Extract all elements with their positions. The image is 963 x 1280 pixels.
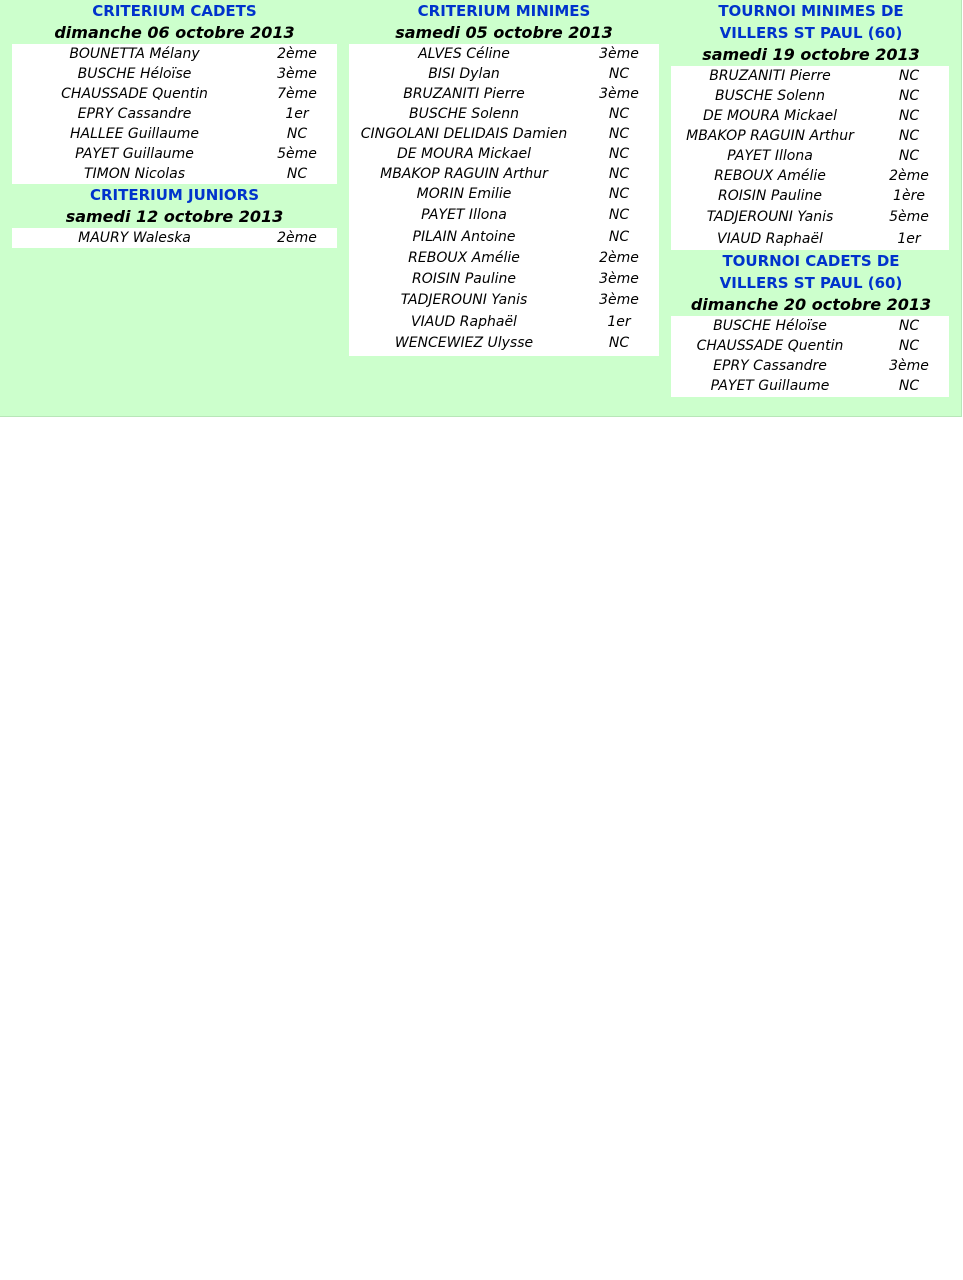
result-row <box>349 290 659 311</box>
section-date: samedi 05 octobre 2013 <box>395 23 613 42</box>
result-row <box>671 356 949 376</box>
result-row <box>349 312 659 333</box>
result-row <box>349 164 659 184</box>
result-row <box>349 104 659 124</box>
player-name: BUSCHE Héloïse <box>77 66 192 82</box>
player-rank: NC <box>898 88 920 104</box>
section-date: samedi 12 octobre 2013 <box>65 207 284 226</box>
player-name: MAURY Waleska <box>78 230 191 246</box>
result-row <box>12 164 337 184</box>
result-row <box>349 124 659 144</box>
player-name: BRUZANITI Pierre <box>709 68 831 84</box>
player-rank: 2ème <box>889 168 929 184</box>
player-name: CINGOLANI DELIDAIS Damien <box>360 126 568 142</box>
player-name: PAYET Illona <box>727 148 813 164</box>
player-rank: NC <box>608 186 630 202</box>
results-panel <box>0 0 962 417</box>
player-rank: NC <box>608 207 630 224</box>
result-row <box>671 106 949 126</box>
column-middle <box>349 0 659 356</box>
player-rank: NC <box>898 337 920 354</box>
player-name: REBOUX Amélie <box>408 249 520 266</box>
section-title: CRITERIUM JUNIORS <box>89 186 260 204</box>
section-title: TOURNOI CADETS DE <box>722 251 900 270</box>
section-title: CRITERIUM CADETS <box>92 2 257 20</box>
result-row <box>12 104 337 124</box>
player-rank: NC <box>608 146 630 162</box>
player-name: PILAIN Antoine <box>412 228 516 245</box>
player-name: DE MOURA Mickael <box>702 108 838 124</box>
results-table <box>12 44 337 184</box>
player-name: PAYET Illona <box>421 207 507 224</box>
result-row <box>349 144 659 164</box>
section-date: dimanche 06 octobre 2013 <box>54 23 295 42</box>
player-rank: NC <box>898 108 920 124</box>
result-row <box>349 44 659 64</box>
results-table <box>12 228 337 248</box>
player-name: PAYET Guillaume <box>75 146 194 162</box>
player-rank: NC <box>898 148 920 164</box>
section-date: samedi 19 octobre 2013 <box>702 45 920 64</box>
player-name: TIMON Nicolas <box>83 166 186 182</box>
player-rank: 3ème <box>889 357 929 374</box>
result-row <box>12 228 337 248</box>
player-name: MORIN Emilie <box>416 186 512 202</box>
player-rank: 5ème <box>277 146 317 162</box>
column-right <box>671 0 949 397</box>
result-row <box>349 269 659 290</box>
player-rank: NC <box>898 128 920 144</box>
player-name: DE MOURA Mickael <box>396 146 532 162</box>
player-name: ROISIN Pauline <box>412 271 516 288</box>
result-row <box>349 248 659 269</box>
player-name: ROISIN Pauline <box>718 188 822 204</box>
player-name: ALVES Céline <box>418 46 510 62</box>
player-name: PAYET Guillaume <box>710 377 830 394</box>
player-name: CHAUSSADE Quentin <box>696 337 844 354</box>
result-row <box>671 146 949 166</box>
player-rank: NC <box>898 317 920 334</box>
player-name: VIAUD Raphaël <box>411 313 517 330</box>
player-name: BUSCHE Solenn <box>714 88 826 104</box>
result-row <box>671 229 949 250</box>
results-table <box>349 44 659 356</box>
result-row <box>671 86 949 106</box>
player-name: EPRY Cassandre <box>713 357 827 374</box>
player-name: WENCEWIEZ Ulysse <box>394 335 534 352</box>
result-row <box>349 333 659 356</box>
player-rank: NC <box>608 66 630 82</box>
result-row <box>12 44 337 64</box>
player-rank: 1ère <box>893 188 925 204</box>
player-rank: NC <box>286 126 308 142</box>
player-rank: 2ème <box>599 249 639 266</box>
player-rank: 5ème <box>889 209 929 226</box>
result-row <box>12 144 337 164</box>
result-row <box>671 336 949 356</box>
player-rank: 2ème <box>277 46 317 62</box>
player-rank: NC <box>898 68 920 84</box>
player-rank: NC <box>608 126 630 142</box>
player-rank: 3ème <box>599 86 639 102</box>
result-row <box>12 64 337 84</box>
player-name: TADJEROUNI Yanis <box>400 292 528 309</box>
section-title-line2: VILLERS ST PAUL (60) <box>719 273 903 292</box>
player-name: REBOUX Amélie <box>714 168 826 184</box>
result-row <box>349 64 659 84</box>
result-row <box>671 186 949 207</box>
player-name: BUSCHE Solenn <box>408 106 520 122</box>
player-rank: NC <box>608 166 630 182</box>
player-rank: 3ème <box>599 292 639 309</box>
result-row <box>671 66 949 86</box>
player-name: EPRY Cassandre <box>77 106 192 122</box>
section-title: CRITERIUM MINIMES <box>417 2 591 20</box>
result-row <box>349 205 659 226</box>
result-row <box>671 316 949 336</box>
player-name: BISI Dylan <box>428 66 500 82</box>
player-rank: NC <box>898 377 920 394</box>
player-rank: 1er <box>607 313 631 330</box>
player-rank: 2ème <box>277 230 317 246</box>
player-name: HALLEE Guillaume <box>70 126 199 142</box>
result-row <box>671 207 949 228</box>
result-row <box>12 84 337 104</box>
player-name: BRUZANITI Pierre <box>403 86 525 102</box>
result-row <box>12 124 337 144</box>
player-name: CHAUSSADE Quentin <box>61 86 208 102</box>
result-row <box>671 376 949 397</box>
result-row <box>671 166 949 186</box>
player-name: VIAUD Raphaël <box>717 230 823 247</box>
player-rank: 3ème <box>277 66 317 82</box>
player-rank: NC <box>286 166 308 182</box>
player-rank: 1er <box>285 106 309 122</box>
player-name: MBAKOP RAGUIN Arthur <box>380 166 548 182</box>
result-row <box>349 84 659 104</box>
results-table <box>671 316 949 397</box>
player-rank: NC <box>608 228 630 245</box>
player-name: MBAKOP RAGUIN Arthur <box>686 128 854 144</box>
result-row <box>671 126 949 146</box>
player-rank: NC <box>608 335 630 352</box>
player-name: BOUNETTA Mélany <box>69 46 200 62</box>
player-name: TADJEROUNI Yanis <box>706 209 834 226</box>
player-name: BUSCHE Héloïse <box>713 317 827 334</box>
column-left <box>12 0 337 248</box>
player-rank: 3ème <box>599 46 639 62</box>
result-row <box>349 184 659 205</box>
results-table <box>671 66 949 250</box>
section-date: dimanche 20 octobre 2013 <box>690 294 932 314</box>
player-rank: NC <box>608 106 630 122</box>
player-rank: 7ème <box>277 86 317 102</box>
player-rank: 1er <box>897 230 921 247</box>
section-title-line2: VILLERS ST PAUL (60) <box>719 24 903 42</box>
player-rank: 3ème <box>599 271 639 288</box>
section-title: TOURNOI MINIMES DE <box>718 2 904 20</box>
result-row <box>349 227 659 248</box>
